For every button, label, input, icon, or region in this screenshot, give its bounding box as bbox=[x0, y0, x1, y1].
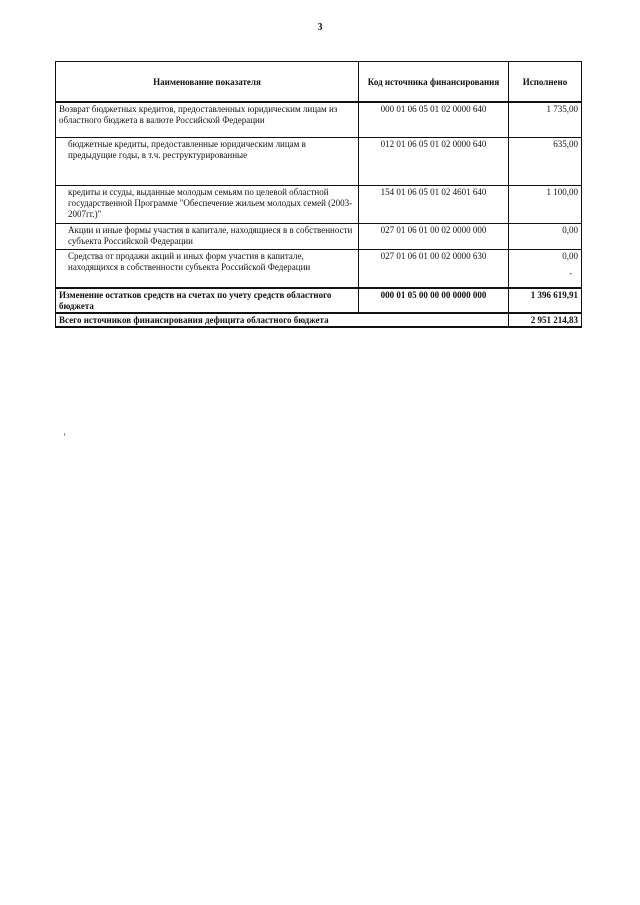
row-value-cell bbox=[509, 250, 582, 289]
row-value: 1 100,00 bbox=[509, 186, 582, 224]
row-name: кредиты и ссуды, выданные молодым семьям по целевой областной государственной Программе "Обеспечение жильем молодых семей (2003-2007гг.)" bbox=[56, 186, 359, 224]
table-row bbox=[56, 186, 582, 224]
row-value: 0,00 bbox=[509, 224, 582, 250]
sources-of-financing-table bbox=[55, 61, 582, 328]
total-value: 2 951 214,83 bbox=[509, 313, 582, 327]
row-name: Средства от продажи акций и иных форм участия в капитале, находящихся в собственности субъекта Российской Федерации bbox=[56, 250, 359, 289]
row-mark: - bbox=[569, 269, 572, 278]
row-name: Изменение остатков средств на счетах по учету средств областного бюджета bbox=[56, 288, 359, 313]
row-name: Акции и иные формы участия в капитале, находящиеся в в собственности субъекта Российской Федерации bbox=[56, 224, 359, 250]
header-source-code: Код источника финансирования bbox=[359, 62, 509, 103]
page-number: 3 bbox=[317, 22, 323, 33]
row-code: 154 01 06 05 01 02 4601 640 bbox=[359, 186, 509, 224]
header-executed: Исполнено bbox=[509, 62, 582, 103]
total-row bbox=[56, 313, 582, 327]
table-row bbox=[56, 224, 582, 250]
row-code: 027 01 06 01 00 02 0000 000 bbox=[359, 224, 509, 250]
row-name: Возврат бюджетных кредитов, предоставленных юридическим лицам из областного бюджета в валюте Российской Федерации bbox=[56, 102, 359, 138]
row-value: 0,00 bbox=[562, 251, 578, 261]
row-code: 000 01 06 05 01 02 0000 640 bbox=[359, 102, 509, 138]
total-label: Всего источников финансирования дефицита областного бюджета bbox=[56, 313, 509, 327]
table-header-row bbox=[56, 62, 582, 103]
row-value: 635,00 bbox=[509, 138, 582, 186]
row-value: 1 396 619,91 bbox=[509, 288, 582, 313]
row-code: 027 01 06 01 00 02 0000 630 bbox=[359, 250, 509, 289]
row-name: бюджетные кредиты, предоставленные юридическим лицам в предыдущие годы, в т.ч. реструктурированные bbox=[56, 138, 359, 186]
table-row bbox=[56, 288, 582, 313]
table-row bbox=[56, 138, 582, 186]
table-row bbox=[56, 250, 582, 289]
row-code: 012 01 06 05 01 02 0000 640 bbox=[359, 138, 509, 186]
scan-speck bbox=[64, 433, 65, 436]
table-row bbox=[56, 102, 582, 138]
row-value: 1 735,00 bbox=[509, 102, 582, 138]
header-indicator-name: Наименование показателя bbox=[56, 62, 359, 103]
row-code: 000 01 05 00 00 00 0000 000 bbox=[359, 288, 509, 313]
